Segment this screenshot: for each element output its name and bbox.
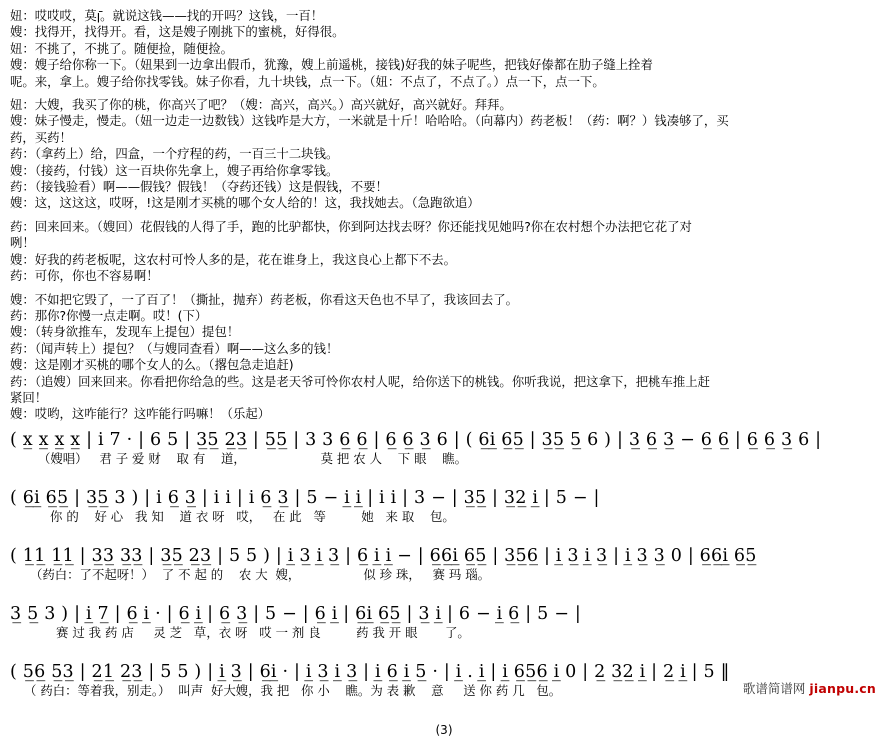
libretto-line: 妞：大嫂，我买了你的桃，你高兴了吧？（嫂：高兴，高兴。）高兴就好，高兴就好。拜拜。 <box>10 97 512 113</box>
libretto-line: 紧回！ <box>10 389 48 405</box>
jianpu-score <box>10 429 878 719</box>
watermark-cn-text: 歌谱简谱网 <box>742 681 806 696</box>
libretto-line: 嫂：妹子慢走，慢走。（妞一边走一边数钱）这钱咋是大方，一米就是十斤！哈哈哈。（向幕内）药老板！（药：啊？）钱凑够了，买 <box>10 113 729 129</box>
score-lyrics: 赛 过 我 药 店 灵 芝 草，衣 呀 哎 一 剂 良 药 我 开 眼 了。 <box>56 624 470 640</box>
libretto-line: 药：那你?你慢一点走啊。哎！(下） <box>10 307 208 323</box>
libretto-line: 药：（拿药上）给，四盒，一个疗程的药，一百三十二块钱。 <box>10 146 339 162</box>
libretto-line: 嫂：（接药，付钱）这一百块你先拿上，嫂子再给你拿零钱。 <box>10 162 339 178</box>
score-notes: ( 5̲6̲ 5̲3̲ | 2̲1̲ 2̲3̲ | 5 5 ) | i̲ 3̲ | 6̲i̲ · | i̲ 3̲ i̲ 3̲ | i̲ 6̲ i̲ 5̲ · | i̲ . i̲ | i̲ 6̲5̲6̲ i̲ 0 | 2̲ 3̲2̲ i̲ | 2̲ i̲ | 5 ‖ <box>10 661 730 682</box>
libretto-line: 嫂：好我的药老板呢，这农村可怜人多的是，花在谁身上，我这良心上都下不去。 <box>10 251 457 267</box>
score-notes: ( x̲ x̲ x̲ x̲ | i 7 · | 6 5 | 3̲5̲ 2̲3̲ | 5̲5̲ | 3 3 6̲ 6̲ | 6̲ 6̲ 3̲ 6 | ( 6̲i̲ 6̲5̲ | 3̲5̲ 5̲ 6 ) | 3̲ 6̲ 3̲ − 6̲ 6̲ | 6̲ 6̲ 3̲ 6 | <box>10 429 822 450</box>
watermark-domain-text: jianpu.cn <box>809 681 876 696</box>
libretto-block <box>10 8 878 423</box>
libretto-line: 药：可你，你也不容易啊！ <box>10 268 159 284</box>
libretto-group <box>10 8 878 90</box>
score-notes: 3̲ 5̲ 3 ) | i̲ 7̲ | 6̲ i̲ · | 6̲ i̲ | 6̲ 3̲ | 5 − | 6̲ i̲ | 6̲i̲ 6̲5̲ | 3̲ i̲ | 6 − i̲ 6̲ | 5 − | <box>10 603 581 624</box>
libretto-line: 呢。来，拿上。嫂子给你找零钱。妹子你看，九十块钱，点一下。（妞：不点了，不点了。）点一下，点一下。 <box>10 73 605 89</box>
libretto-line: 药：（接钱验看）啊——假钱？假钱！（夺药还钱）这是假钱，不要！ <box>10 179 388 195</box>
libretto-group <box>10 292 878 423</box>
score-notes: ( 1̲1̲ 1̲1̲ | 3̲3̲ 3̲3̲ | 3̲5̲ 2̲3̲ | 5 5 ) | i̲ 3̲ i̲ 3̲ | 6̲ i̲ i̲ − | 6̲6̲i̲ 6̲5̲ | 3̲5̲6̲ | i̲ 3̲ i̲ 3̲ | i̲ 3̲ 3̲ 0 | 6̲6̲i̲ 6̲5̲ <box>10 545 757 566</box>
libretto-line: 嫂：嫂子给你称一下。（妞果到一边拿出假币，犹豫，嫂上前遥桃，接钱)好我的妹子呢些，把钱好傣都在肋子缝上拴着 <box>10 57 653 73</box>
libretto-line: 妞：不挑了，不挑了。随便捡，随便捡。 <box>10 40 234 56</box>
page-number: (3) <box>435 722 453 737</box>
libretto-line: 嫂：找得开，找得开。看，这是嫂子刚挑下的蜜桃，好得很。 <box>10 24 345 40</box>
score-system <box>10 603 878 661</box>
libretto-line: 嫂：哎哟，这咋能行？这咋能行吗嘛！（乐起） <box>10 406 271 422</box>
score-lyrics: （嫂唱） 君 子 爱 财 取 有 道， 莫 把 农 人 下 眼 瞧。 <box>38 450 467 466</box>
libretto-line: 药：回来回来。（嫂回）花假钱的人得了手，跑的比驴都快，你到阿达找去呀？你还能找见她吗?你在农村想个办法把它花了对 <box>10 218 692 234</box>
site-watermark <box>743 679 876 697</box>
libretto-line: 嫂：不如把它毁了，一了百了！（撕扯，抛弃）药老板，你看这天色也不早了，我该回去了。 <box>10 291 519 307</box>
libretto-line: 嫂：这，这这这，哎呀，!这是刚才买桃的哪个女人给的！这，我找她去。（急跑欲追） <box>10 195 480 211</box>
score-lyrics: （ 药白：等着我，别走。） 叫声 好大嫂，我 把 你 小 瞧。为 表 歉 意 送 你 药 几 包。 <box>24 682 562 698</box>
libretto-line: 咧！ <box>10 235 35 251</box>
score-lyrics: （药白：了不起呀！） 了 不 起 的 农 大 嫂， 似 珍 珠， 赛 玛 瑙。 <box>30 566 491 582</box>
libretto-group <box>10 97 878 212</box>
score-system <box>10 545 878 603</box>
libretto-line: 嫂：（转身欲推车，发现车上提包）提包！ <box>10 324 240 340</box>
libretto-line: 药：（追嫂）回来回来。你看把你给急的些。这是老天爷可怜你农村人呢，给你送下的桃钱。你听我说，把这拿下，把桃车推上赶 <box>10 373 711 389</box>
libretto-line: 嫂：这是刚才买桃的哪个女人的么。（撂包急走追赶) <box>10 357 294 373</box>
libretto-group <box>10 219 878 285</box>
score-notes: ( 6̲i̲ 6̲5̲ | 3̲5̲ 3 ) | i 6̲ 3̲ | i i | i 6̲ 3̲ | 5 − i̲ i̲ | i i | 3 − | 3̲5̲ | 3̲2̲ i̲ | 5 − | <box>10 487 600 508</box>
score-lyrics: 你 的 好 心 我 知 道 衣 呀 哎， 在 此 等 她 来 取 包。 <box>50 508 455 524</box>
score-system <box>10 429 878 487</box>
libretto-line: 药：（闻声转上）提包？（与嫂同查看）啊——这么多的钱！ <box>10 340 339 356</box>
libretto-line: 药，买药！ <box>10 129 72 145</box>
score-system <box>10 487 878 545</box>
libretto-line: 妞：哎哎哎，莫ןֿ。就说这钱——找的开吗？这钱，一百！ <box>10 8 324 23</box>
